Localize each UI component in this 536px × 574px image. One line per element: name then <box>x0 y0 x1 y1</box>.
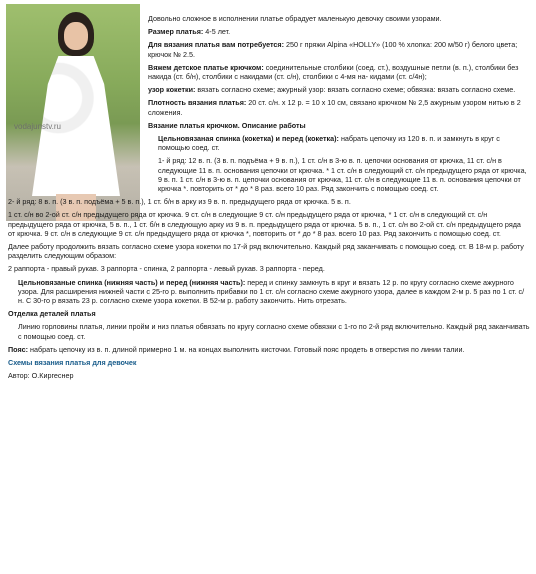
size-paragraph: Размер платья: 4-5 лет. <box>148 27 231 37</box>
materials-paragraph: Для вязания платья вам потребуется: 250 г пряжи Alpina «HOLLY» (100 % хлопка: 200 м/50 г) белого цвета; крючок № 2.5. <box>148 40 518 59</box>
row1-paragraph: 1- й ряд: 12 в. п. (3 в. п. подъёма + 9 в. п.), 1 ст. с/н в 3-ю в. п. цепочки основания от крючка, 11 ст. с/н в следующие 11 в. п. основания цепочки от крючка. * 1 ст. с/н в следующий ст. с/н предыдущего ряда от крючка, 9 в. п. 1 ст. с/н в 3-ю в. п. цепочки основания от крючка, 11 ст. с/н в следующие 11 в. п. основания цепочки от крючка *. повторить от * до * 8 раз. всего 10 раз. Ряд закончить с помощью соед. ст. <box>158 156 527 194</box>
density-paragraph: Плотность вязания платья: 20 ст. с/н. x 12 р. = 10 x 10 см, связано крючком № 2,5 ажурным узором нитью в 2 сложения. <box>148 98 521 117</box>
row2-paragraph: 2- й ряд: 8 в. п. (3 в. п. подъёма + 5 в. п.), 1 ст. б/н в арку из 9 в. п. предыдущего ряда от крючка. 5 в. п. <box>8 197 351 207</box>
repeats-paragraph: 2 раппорта - правый рукав. 3 раппорта - спинка, 2 раппорта - левый рукав. 3 раппорта - перед. <box>8 264 325 274</box>
stitches-paragraph: Вяжем детское платье крючком: соединительные столбики (соед. ст.), воздушные петли (в. п.), столбики без накида (ст. б/н), столбики с накидами (ст. с/н), столбики с 4-мя на- кидами (ст. с/4н); <box>148 62 519 82</box>
row2b-paragraph: 1 ст. с/н во 2-ой ст. с/н предыдущего ряда от крючка. 9 ст. с/н в следующие 9 ст. с/н предыдущего ряда от крючка, * 1 ст. с/н в следующий ст. с/н предыдущего ряда от крючка, 5 в. п., 1 ст. б/н в следующую арку из 9 в. п. предыдущего ряда от крючка. 5 в. п., 1 ст. с/н во 2-ой ст. с/н предыдущего ряда от крючка. 9 ст. с/н в следующие 9 ст. с/н предыдущего ряда от крючка *, повторить от * до * 8 раз. всего 10 раз. Ряд закончить с помощью соед. ст. <box>8 210 521 238</box>
finishing-paragraph: Линию горловины платья, линии пройм и низ платья обвязать по кругу согласно схеме обвязки с 1-го по 2-й ряд включительно. Каждый ряд заканчивать с помощью соед. ст. <box>18 322 530 341</box>
schemes-link[interactable]: Схемы вязания платья для девочек <box>8 358 137 368</box>
author-line: Автор: О.Киргеснер <box>8 371 74 381</box>
article-text <box>8 0 530 385</box>
intro-paragraph: Довольно сложное в исполнении платье обрадует маленькую девочку своими узорами. <box>148 14 442 23</box>
pattern-paragraph: узор кокетки: вязать согласно схеме; ажурный узор: вязать согласно схеме; обвязка: вязать согласно схеме. <box>148 85 516 95</box>
photo-watermark: vodajunstv.ru <box>14 122 61 131</box>
yoke-paragraph: Цельновязаная спинка (кокетка) и перед (кокетка): набрать цепочку из 120 в. п. и замкнуть в круг с помощью соед. ст. <box>158 134 500 153</box>
belt-paragraph: Пояс: набрать цепочку из в. п. длиной примерно 1 м. на концах выполнить кисточки. Готовый пояс продеть в отверстия по линии талии. <box>8 344 465 354</box>
right-column <box>148 14 530 193</box>
lower-paragraph: Цельновязаные спинка (нижняя часть) и перед (нижняя часть): перед и спинку замкнуть в круг и вязать 12 р. по кругу согласно схеме ажурного узора. Для расширения нижней части с 25-го р. выполнить прибавки по 1 ст. с/н согласно схеме ажурного узора, далее в каждом 2-м р. 5 раз по 1 ст. с/н. С 30-го р вязать 23 р. согласно схеме узора кокетки. В 52-м р. работу закончить. Нить отрезать. <box>18 277 525 306</box>
description-heading: Вязание платья крючком. Описание работы <box>148 120 306 130</box>
finishing-heading: Отделка деталей платья <box>8 309 96 319</box>
continue-paragraph: Далее работу продолжить вязать согласно схеме узора кокетки по 17-й ряд включительно. Каждый ряд заканчивать с помощью соед. ст. В 18-м р. работу разделить следующим образом: <box>8 242 524 261</box>
